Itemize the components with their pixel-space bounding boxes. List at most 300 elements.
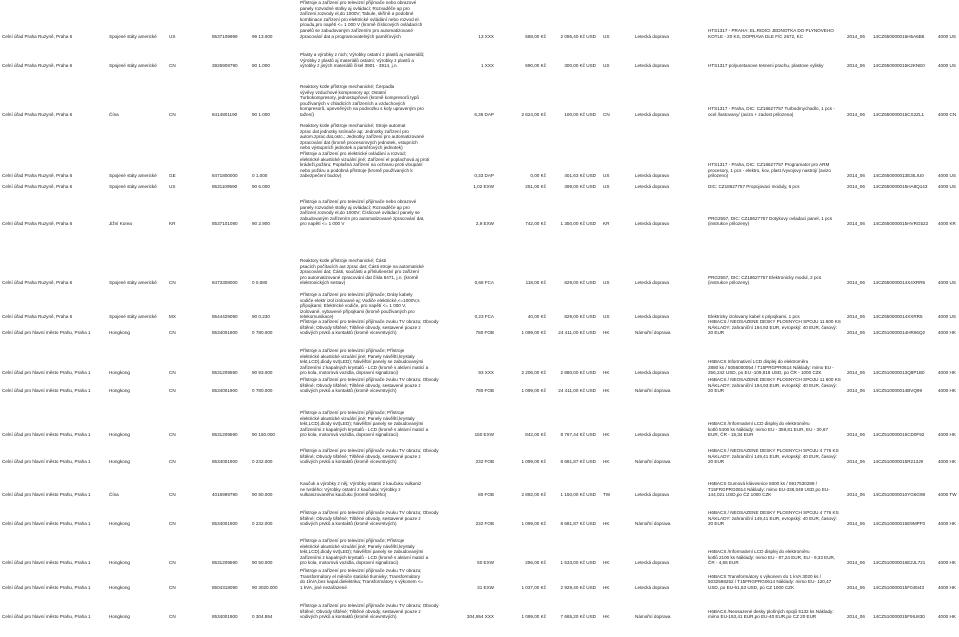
- customs-office-cell: Celní úřad Praha Ruzyně, Praha 6: [2, 221, 73, 227]
- country-code-cell: CN: [169, 280, 176, 286]
- note-line: kotlů 5400 ks Náklady: mimo EU - 359,81 EUR, EU - 30,67: [708, 426, 829, 432]
- weight-cell: 90 6.000: [252, 184, 270, 189]
- note-line: H6BACS /Informativní LCD displej do elektroměru: [708, 421, 810, 427]
- description-line: pro automatizované zpracování dat čísla 8471, j.n. (kromě: [300, 274, 419, 280]
- description-line: izolované, vybavené přípojkami (kromě používaných pro: [300, 308, 415, 314]
- description-line: zařízeními z kapalných krystalů - LCD (kromě s aktivní maticí a: [300, 426, 429, 432]
- declaration-ref-cell: 14CZ650000015CX2ZL1: [873, 112, 925, 117]
- description-line: Přístroje a zařízení pro televizní přijímače nebo obrazové: [300, 0, 417, 5]
- country-cell: Čína: [109, 112, 119, 117]
- country-cell: Hongkong: [109, 432, 130, 438]
- description-line: zařízení,rozvody el,do 1000V; Číslicové ovládací panely se: [300, 210, 420, 216]
- declaration-ref-cell: 14CZ510000015CD0F92: [873, 432, 925, 438]
- tariff-code-cell: 8531209590: [212, 432, 238, 438]
- customs-value-cell: 1 037,00 Kč: [521, 584, 546, 590]
- description-line: Přístroje a zařízení pro televizní přijímače zvuku TV obrazu; Obvody: [300, 319, 439, 324]
- quantity-cell: 0,33 DAP: [474, 173, 494, 179]
- table-row: [0, 258, 959, 286]
- customs-value-cell: 40,00 Kč: [527, 314, 546, 320]
- tariff-code-cell: 8534001900: [212, 388, 238, 394]
- quantity-cell: 0,68 FCA: [474, 280, 494, 286]
- description-line: zprac dat jednotky snímače ap; Jednotky zařízení pro: [300, 128, 409, 134]
- declaration-ref-cell: 14CZ650000016H5A6B6: [873, 33, 925, 39]
- country-cell: Čína: [109, 492, 119, 498]
- item-note-cell: [708, 162, 844, 179]
- period-cell: 2014_06: [847, 184, 865, 189]
- description-line: Reaktory kotle přístroje mechanické; Stroje automat: [300, 123, 406, 128]
- quantity-cell: 232 FOB: [475, 459, 494, 465]
- tariff-code-cell: 8534001900: [212, 459, 238, 465]
- goods-description-cell: [300, 603, 448, 620]
- description-line: Plasty a výrobky z nich; Výrobky ostatní z plastů aj materiálů;: [300, 52, 425, 57]
- transport-mode-cell: Letecká doprava: [635, 33, 669, 39]
- transport-mode-cell: Námořní doprava: [635, 388, 671, 394]
- customs-value-cell: 690,00 Kč: [525, 63, 546, 69]
- table-row: [0, 348, 959, 376]
- description-line: zabudovaným zařízením pro automatizované zpracování dat,: [300, 215, 425, 221]
- period-cell: 2014_06: [847, 432, 865, 438]
- country-cell: Hongkong: [109, 459, 130, 465]
- tariff-code-cell: 8504318090: [212, 584, 238, 590]
- table-row: [0, 123, 959, 179]
- customs-office-cell: Celní úřad pro hlavní město Prahu, Praha 1: [2, 330, 91, 336]
- office-code-cell: 4000 HK: [938, 459, 956, 465]
- goods-description-cell: [300, 319, 448, 336]
- customs-value-cell: 256,00 Kč: [525, 560, 546, 566]
- description-line: zařízeními z kapalných krystalů - LCD (kromě s aktivní maticí a: [300, 554, 429, 560]
- country-code-cell: CN: [169, 112, 176, 117]
- customs-value-cell: 2 206,00 Kč: [521, 370, 546, 376]
- description-line: Reaktory kotle přístroje mechanické; Čerpadla: [300, 84, 395, 89]
- customs-value-cell: 118,00 Kč: [525, 280, 546, 286]
- note-line: H6BACS Gumová klávesnice 5000 ks / 5917530289 /: [708, 481, 818, 486]
- weight-cell: 90 2.900: [252, 221, 270, 227]
- customs-office-cell: Celní úřad Praha Ruzyně, Praha 6: [2, 280, 73, 286]
- description-line: autom.zprac.dat,ostc.; Jednotky zařízení pro automatizované: [300, 134, 425, 140]
- note-line: Elektricky izolovany kabel s pripojkami, 1 pcs: [708, 314, 800, 320]
- customs-office-cell: Celní úřad pro hlavní město Prahu, Praha 1: [2, 492, 91, 498]
- item-note-cell: [708, 63, 844, 69]
- quantity-cell: 2,9 EXW: [475, 221, 494, 227]
- customs-value-cell: 842,00 Kč: [525, 432, 546, 438]
- description-line: vodivých prvků a kontaktů (kromě vícevrstvých): [300, 459, 397, 465]
- description-line: Výrobky z plastů aj materiálů ostatní; Výrobky z plastů a: [300, 57, 414, 63]
- currency-cell: HK: [603, 614, 610, 620]
- note-line: H6BACS / NEOSAZENE DESKY PLOSNYCH SPOJU 4 776 KS: [708, 448, 839, 453]
- weight-cell: 90 1.000: [252, 112, 270, 117]
- office-code-cell: 4000 HK: [938, 521, 956, 527]
- description-line: vodivých prvků a kontaktů (kromě vícevrstvých): [300, 388, 397, 394]
- note-line: NÁKLADY: zahraniční 149,41 EUR, evropský: 40 EUR, časový:: [708, 453, 837, 459]
- quantity-cell: 93 XXX: [478, 370, 494, 376]
- table-row: [0, 568, 959, 590]
- currency-cell: US: [603, 173, 610, 179]
- description-line: panelů se zabudovaným zařízením pro automatizované: [300, 27, 413, 33]
- tariff-code-cell: 8473308000: [212, 280, 238, 286]
- goods-description-cell: [300, 292, 448, 320]
- country-cell: Hongkong: [109, 584, 130, 590]
- customs-office-cell: Celní úřad pro hlavní město Prahu, Praha 1: [2, 521, 91, 527]
- invoice-value-cell: 7 665,20 Kč USD: [560, 614, 596, 620]
- description-line: zpracování dat (kromě procesorových jednotek, vstupních: [300, 139, 418, 145]
- goods-description-cell: [300, 348, 448, 376]
- table-row: [0, 184, 959, 190]
- note-line: H6BACS Transformátory s výkonem do 1 kVA 3020 ks /: [708, 573, 822, 579]
- description-line: tekt,LCD),diody svt(LED); Návěštní panely se zabudovanými: [300, 549, 424, 555]
- item-note-cell: [708, 359, 844, 376]
- tariff-code-cell: 8537101090: [212, 221, 238, 227]
- description-line: elektrické akustické vizuální jiné; Panely návěští,krystaly: [300, 543, 415, 549]
- declaration-ref-cell: 14CZ510000015F9IU830: [873, 614, 925, 620]
- tariff-code-cell: 8534001900: [212, 614, 238, 620]
- transport-mode-cell: Námořní doprava: [635, 330, 671, 336]
- note-line: H6BACS /Informativní LCD displej do elektroměru: [708, 549, 810, 555]
- currency-cell: US: [603, 63, 610, 69]
- goods-description-cell: [300, 410, 448, 438]
- description-line: krádeži,požáru; Poplašná zařízení na ochranu proti vloupání: [300, 162, 423, 168]
- table-row: [0, 52, 959, 69]
- item-note-cell: [708, 377, 844, 394]
- customs-value-cell: 742,00 Kč: [525, 221, 546, 227]
- country-code-cell: CN: [169, 584, 176, 590]
- note-line: 5032598252 / T15FRGPRG0614 Náklady: mimo EU- 120,47: [708, 579, 832, 585]
- table-row: [0, 199, 959, 227]
- quantity-cell: 31 EXW: [477, 584, 494, 590]
- item-note-cell: [708, 549, 844, 566]
- description-line: vývěvy vzduchové kompresory ap; Ostatní: [300, 89, 387, 95]
- customs-value-cell: 1 099,00 Kč: [521, 459, 546, 465]
- note-line: H6BACS / NEOSAZENE DESKY PLOSNYCH SPOJU 4 776 KS: [708, 510, 839, 515]
- country-cell: Spojené státy americké: [109, 33, 157, 39]
- item-note-cell: [708, 106, 844, 117]
- goods-description-cell: [300, 377, 448, 394]
- transport-mode-cell: Letecká doprava: [635, 173, 669, 179]
- customs-value-cell: 251,00 Kč: [525, 184, 546, 189]
- country-code-cell: CN: [169, 459, 176, 465]
- currency-cell: CN: [603, 112, 610, 117]
- note-line: 20 EUR: [708, 521, 725, 527]
- description-line: Přístroje a zařízení pro televizní přijímače zvuku TV obrazu; Obvody: [300, 510, 439, 515]
- declaration-ref-cell: 14CZ510000015F045I43: [873, 584, 925, 590]
- item-note-cell: [708, 510, 844, 527]
- goods-description-cell: [300, 0, 448, 39]
- quantity-cell: 0,23 FCA: [474, 314, 494, 320]
- tariff-code-cell: 8544429090: [212, 314, 238, 320]
- country-cell: Hongkong: [109, 521, 130, 527]
- customs-value-cell: 1 099,00 Kč: [521, 330, 546, 336]
- declaration-ref-cell: 14CZ650000014X4XRR5: [873, 280, 926, 286]
- period-cell: 2014_06: [847, 492, 865, 498]
- invoice-value-cell: 401,63 Kč USD: [564, 173, 596, 179]
- description-line: tištěné; Obvody tištěné; Tištěné obvody, sestavené pouze z: [300, 608, 421, 614]
- quantity-cell: 1 XXX: [480, 63, 494, 69]
- note-line: ČR - 4,66 EUR: [708, 560, 739, 566]
- description-line: tištěné; Obvody tištěné; Tištěné obvody, sestavené pouze z: [300, 324, 421, 330]
- period-cell: 2014_06: [847, 112, 865, 117]
- note-line: HTS1317 - Praha, DIC: CZ18627757 Programator pro ARM: [708, 162, 830, 168]
- invoice-value-cell: 2 929,40 Kč USD: [560, 584, 596, 590]
- note-line: 20 EUR: [708, 330, 725, 336]
- currency-cell: US: [603, 184, 610, 189]
- description-line: tekt,LCD),diody svt(LED); Návěštní panely se zabudovanými: [300, 421, 424, 427]
- note-line: USD, po EU-51,63 USD, po CZ 1000 CZK: [708, 584, 795, 590]
- weight-cell: 0 232.000: [252, 521, 273, 527]
- note-line: HTS1317 - PRAHA: EL.RIDICI JEDNOTKA DO PLYNOVEHO: [708, 28, 834, 33]
- country-cell: Hongkong: [109, 388, 130, 394]
- note-line: T15FRGPRG0614 Náklady: mimo EU-336,049 USD,po EU-: [708, 486, 830, 492]
- currency-cell: HK: [603, 388, 610, 394]
- description-line: psacích počítacích aut zprac dat; Části stroje na automatické: [300, 263, 424, 269]
- note-line: PRG2557, DIC: CZ18627757 Elektronicky modul, 2 pcs: [708, 274, 822, 280]
- note-line: PRG2557, DIC: CZ18627757 Dotykovy ovladaci panel, 1 pcs: [708, 215, 833, 221]
- note-line: prilozeno): [708, 173, 729, 179]
- period-cell: 2014_06: [847, 63, 865, 69]
- declaration-ref-cell: 14CZ510000014BVQ99: [873, 388, 923, 394]
- office-code-cell: 4000 US: [938, 184, 956, 189]
- office-code-cell: 4000 CN: [938, 112, 957, 117]
- quantity-cell: 232 FOB: [475, 521, 494, 527]
- tariff-code-cell: 8534001900: [212, 330, 238, 336]
- weight-cell: 0 780.000: [252, 330, 273, 336]
- description-line: zařízení,rozvody el,do 1000V; Tabule, skříně a podobné: [300, 11, 414, 17]
- customs-value-cell: 1 099,00 Kč: [521, 614, 546, 620]
- note-line: NÁKLADY: zahraniční 194,93 EUR, evropský: 40 EUR, časový:: [708, 324, 837, 330]
- description-line: Turbokompresory, jednostupňové (kromě kompresorů typů: [300, 95, 419, 101]
- period-cell: 2014_06: [847, 314, 865, 320]
- declaration-ref-cell: 14CZ510000010YG6G98: [873, 492, 926, 498]
- country-code-cell: US: [169, 184, 176, 189]
- tariff-code-cell: 8537109999: [212, 33, 238, 39]
- description-line: kombinace zařízení pro elektrické ovládání nebo rozvod el.: [300, 16, 420, 22]
- invoice-value-cell: 300,00 Kč USD: [564, 63, 596, 69]
- currency-cell: HK: [603, 584, 610, 590]
- period-cell: 2014_06: [847, 33, 865, 39]
- period-cell: 2014_06: [847, 173, 865, 179]
- goods-description-cell: [300, 568, 448, 590]
- description-line: pro kola, motorová vozidla, dopravní signalizaci): [300, 432, 399, 438]
- weight-cell: 99 13.000: [252, 33, 273, 39]
- country-cell: Hongkong: [109, 614, 130, 620]
- invoice-value-cell: 8 767,44 Kč USD: [560, 432, 596, 438]
- customs-value-cell: 1 099,00 Kč: [521, 521, 546, 527]
- item-note-cell: [708, 319, 844, 336]
- description-line: vodivých prvků a kontaktů (kromě vícevrstvých): [300, 614, 397, 620]
- description-line: nebo výstupních jednotek a paměťových jednotek): [300, 145, 403, 151]
- period-cell: 2014_06: [847, 330, 865, 336]
- description-line: tištěné; Obvody tištěné; Tištěné obvody, sestavené pouze z: [300, 382, 421, 388]
- item-note-cell: [708, 216, 844, 227]
- goods-description-cell: [300, 538, 448, 566]
- description-line: pro napětí <= 1 000 V: [300, 221, 345, 227]
- customs-value-cell: 2 892,00 Kč: [521, 492, 546, 498]
- customs-office-cell: Celní úřad pro hlavní město Prahu, Praha 1: [2, 388, 91, 394]
- office-code-cell: 4000 HK: [938, 432, 956, 438]
- customs-office-cell: Celní úřad pro hlavní město Prahu, Praha 1: [2, 370, 91, 376]
- customs-value-cell: 588,00 Kč: [525, 33, 546, 39]
- note-line: 2880 ks / 5056000054 / T15PRGPR0614 Náklady: mimo EU -: [708, 364, 834, 370]
- country-cell: Hongkong: [109, 560, 130, 566]
- transport-mode-cell: Námořní doprava: [635, 459, 671, 465]
- note-line: H6BACS /Neosazené desky plošných spojů 5132 ks Náklady:: [708, 608, 834, 614]
- description-line: Přístroje a zařízení pro televizní přijímače nebo obrazové: [300, 199, 417, 204]
- item-note-cell: [708, 275, 844, 286]
- table-row: [0, 538, 959, 566]
- transport-mode-cell: Letecká doprava: [635, 492, 669, 498]
- note-line: DIC: CZ18627757 Propojovaci moduly, 6 pcs: [708, 184, 800, 189]
- weight-cell: 0 0.680: [252, 280, 268, 286]
- note-line: (instrukce prilozeny): [708, 280, 750, 286]
- transport-mode-cell: Námořní doprava: [635, 521, 671, 527]
- country-code-cell: CN: [169, 388, 176, 394]
- tariff-code-cell: 8414801190: [212, 112, 238, 117]
- note-line: NÁKLADY: zahraniční 149,41 EUR, evropský: 40 EUR, časový:: [708, 515, 837, 521]
- country-cell: Spojené státy americké: [109, 280, 157, 286]
- tariff-code-cell: 4016999790: [212, 492, 238, 498]
- declaration-ref-cell: 14CZ650000015K2KNE0: [873, 63, 925, 69]
- quantity-cell: 304,954 XXX: [466, 614, 494, 620]
- country-code-cell: CN: [169, 492, 176, 498]
- description-line: panely rozvodné stolky aj ovládací; Rozvaděče ap pro: [300, 204, 410, 210]
- declaration-ref-cell: 14CZ510000014HR66Q2: [873, 330, 926, 336]
- currency-cell: HK: [603, 521, 610, 527]
- description-line: tištěné; Obvody tištěné; Tištěné obvody, sestavené pouze z: [300, 515, 421, 521]
- weight-cell: 0 780.000: [252, 388, 273, 394]
- customs-value-cell: 0,00 Kč: [530, 173, 546, 179]
- declaration-ref-cell: 14CZ650000015HA8Q143: [873, 184, 928, 189]
- description-line: Přístroje a zařízení pro televizní přijímače; Přístroje: [300, 410, 405, 415]
- weight-cell: 0 304.954: [252, 614, 273, 620]
- description-line: elektrické akustické vizuální jiné; Panely návěští,krystaly: [300, 353, 415, 359]
- invoice-value-cell: 8 681,87 Kč USD: [560, 459, 596, 465]
- tariff-code-cell: 3926909790: [212, 63, 238, 69]
- customs-office-cell: Celní úřad pro hlavní město Prahu, Praha 1: [2, 459, 91, 465]
- item-note-cell: [708, 184, 844, 190]
- description-line: proudu,pro napětí <= 1 000 V (kromě číslicových ovládacích: [300, 22, 423, 28]
- goods-description-cell: [300, 52, 448, 69]
- note-line: HTS1317 - Praha, DIC: CZ18627757 Turbodmychadlo, 1 pcs -: [708, 106, 835, 112]
- tariff-code-cell: 8534001900: [212, 521, 238, 527]
- invoice-value-cell: 2 095,40 Kč USD: [560, 33, 596, 39]
- note-line: EUR, ČR - 15,34 EUR: [708, 432, 754, 438]
- note-line: 20 EUR: [708, 459, 725, 465]
- invoice-value-cell: 829,00 Kč USD: [564, 280, 596, 286]
- office-code-cell: 4000 HK: [938, 560, 956, 566]
- currency-cell: HK: [603, 370, 610, 376]
- description-line: elektrické akustické vizuální jiné; Panely návěští,krystaly: [300, 415, 415, 421]
- description-line: Přístroje a zařízení pro televizní přijímače; Přístroje: [300, 348, 405, 353]
- table-row: [0, 410, 959, 438]
- customs-office-cell: Celní úřad pro hlavní město Prahu, Praha 1: [2, 584, 91, 590]
- invoice-value-cell: 1 350,00 Kč USD: [560, 221, 596, 227]
- office-code-cell: 4000 HK: [938, 584, 956, 590]
- quantity-cell: 13 XXX: [478, 33, 494, 39]
- description-line: zabezpečení budov): [300, 173, 342, 179]
- transport-mode-cell: Letecká doprava: [635, 432, 669, 438]
- country-cell: Spojené státy americké: [109, 173, 157, 179]
- item-note-cell: [708, 421, 844, 438]
- invoice-value-cell: 8 681,87 Kč USD: [560, 521, 596, 527]
- country-code-cell: CN: [169, 330, 176, 336]
- description-line: zpracování dat; Části, součásti a příslušenství pro zařízení: [300, 269, 419, 275]
- note-line: HTS1317 polyuretanove tesneni prachu, plastove vylisky: [708, 63, 824, 69]
- table-row: [0, 603, 959, 620]
- office-code-cell: 4000 HK: [938, 330, 956, 336]
- item-note-cell: [708, 28, 844, 39]
- period-cell: 2014_06: [847, 280, 865, 286]
- country-code-cell: CN: [169, 63, 176, 69]
- note-line: ocel /lastovany/ (avizo + zadost prilozena): [708, 111, 794, 117]
- item-note-cell: [708, 574, 844, 591]
- country-cell: Spojené státy americké: [109, 314, 157, 320]
- customs-value-cell: 1 099,00 Kč: [521, 388, 546, 394]
- description-line: Reaktory kotle přístroje mechanické; Části: [300, 258, 387, 263]
- quantity-cell: 780 FOB: [475, 330, 494, 336]
- quantity-cell: 1,02 EXW: [473, 184, 494, 189]
- description-line: Přístroje a zařízení pro televizní přijímače zvuku TV obrazu; Obvody: [300, 448, 439, 453]
- table-row: [0, 510, 959, 527]
- table-row: [0, 84, 959, 118]
- declaration-ref-cell: 14CZ650000013E3ILIU0: [873, 173, 924, 179]
- transport-mode-cell: Letecká doprava: [635, 280, 669, 286]
- customs-office-cell: Celní úřad Praha Ruzyně, Praha 6: [2, 33, 73, 39]
- office-code-cell: 4000 US: [938, 63, 956, 69]
- description-line: do 1kVA,bez kapal.dielektrika; Transformátory s výkonem <=: [300, 579, 424, 585]
- goods-description-cell: [300, 84, 448, 118]
- country-code-cell: US: [169, 33, 176, 39]
- transport-mode-cell: Letecká doprava: [635, 314, 669, 320]
- weight-cell: 0 1.000: [252, 173, 268, 179]
- currency-cell: TW: [603, 492, 611, 498]
- currency-cell: US: [603, 280, 610, 286]
- quantity-cell: 780 FOB: [475, 388, 494, 394]
- table-row: [0, 0, 959, 39]
- period-cell: 2014_06: [847, 521, 865, 527]
- currency-cell: HK: [603, 459, 610, 465]
- country-code-cell: GE: [169, 173, 176, 179]
- description-line: elektronických sestav): [300, 280, 346, 286]
- transport-mode-cell: Námořní doprava: [635, 614, 671, 620]
- description-line: pro kola, motorová vozidla, dopravní signalizaci): [300, 560, 399, 566]
- goods-description-cell: [300, 448, 448, 465]
- description-line: Přístroje a zařízení pro televizní přijímače zvuku TV obrazu; Obvody: [300, 603, 439, 608]
- invoice-value-cell: 1 150,00 Kč USD: [560, 492, 596, 498]
- country-cell: Spojené státy americké: [109, 63, 157, 69]
- description-line: vodivých prvků a kontaktů (kromě vícevrstvých): [300, 330, 397, 336]
- weight-cell: 90 50.000: [252, 560, 273, 566]
- office-code-cell: 4000 TW: [938, 492, 957, 498]
- tariff-code-cell: 8531109590: [212, 184, 238, 189]
- weight-cell: 0 232.000: [252, 459, 273, 465]
- note-line: kotlů 2100 ks Náklady: mimo EU - 97,24 EUR, EU - 9,33 EUR,: [708, 554, 836, 560]
- office-code-cell: 4000 HK: [938, 614, 956, 620]
- description-line: používaných v chladicích zařízeních a vzduchových: [300, 100, 406, 106]
- item-note-cell: [708, 481, 844, 498]
- weight-cell: 90 80.000: [252, 492, 273, 498]
- office-code-cell: 4000 HK: [938, 370, 956, 376]
- weight-cell: 90 1.000: [252, 63, 270, 69]
- note-line: KOTLE - 20 KS, DOPRAVA DLE F/C 2672, KC: [708, 33, 804, 39]
- note-line: H6BACS / NEOSAZENE DESKY PLOSNYCH SPOJU 11 600 KS: [708, 377, 841, 382]
- declaration-ref-cell: 14CZ510000015R213J9: [873, 459, 924, 465]
- office-code-cell: 4000 KR: [938, 221, 956, 227]
- item-note-cell: [708, 609, 844, 620]
- office-code-cell: 4000 US: [938, 314, 956, 320]
- currency-cell: US: [603, 33, 610, 39]
- period-cell: 2014_06: [847, 221, 865, 227]
- description-line: 1 kVA, jiné nezařazené: [300, 584, 347, 590]
- period-cell: 2014_06: [847, 370, 865, 376]
- description-line: Přístroje a zařízení pro televizní přijímače; Dráty kabely: [300, 292, 413, 297]
